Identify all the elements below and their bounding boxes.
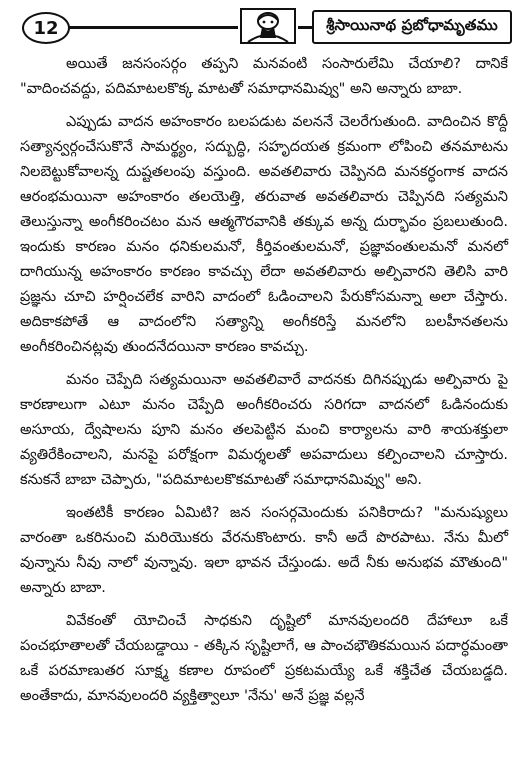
paragraph-2: ఎప్పుడు వాదన అహంకారం బలపడుట వలననే చెలరేగుతుంది. వాదించిన కొద్దీ సత్యాన్వర్గంచేసుకొనే సామర్థ్యం, సద్బుద్ధి, సహృదయత క్రమంగా లోపించి తనమాటను నిలబెట్టుకోవాలన్న దుష్టతలంపు వస్తుంది. అవతలివారు చెప్పినది మనకర్ధంగాక వాదన ఆరంభమయినా అహంకారం తలయెత్తి, తరువాత అవతలివారు చెప్పినది సత్యమని తెలుస్తున్నా అంగీకరించటం మన ఆత్మగౌరవానికి తక్కువ అన్న దుర్భావం ప్రబలుతుంది. ఇందుకు కారణం మనం ధనికులమనో, కీర్తివంతులమనో, ప్రజ్ఞావంతులమనో మనలో దాగియున్న అహంకారం కారణం కావచ్చు లేదా అవతలివారు అల్పివారని తెలిసి వారి ప్రజ్ఞను చూచి హర్షించలేక వారిని వాదంలో ఓడించాలని పేరుకోసమన్నా అలా చేస్తారు. అదికాకపోతే ఆ వాదంలోని సత్యాన్ని అంగీకరిస్తే మనలోని బలహీనతలను అంగీకరించినట్లవు తుందనేదయినా కారణం కావచ్చు. — [20, 114, 508, 355]
header-rule-left — [68, 26, 238, 29]
page-body — [20, 52, 508, 715]
book-title: శ్రీసాయినాథ ప్రబోధామృతము — [312, 10, 512, 44]
page-header — [8, 8, 512, 44]
saibaba-portrait-icon — [240, 8, 296, 44]
header-rule-right — [298, 26, 312, 29]
page-number: 12 — [22, 12, 70, 44]
paragraph-1: అయితే జనసంసర్గం తప్పని మనవంటి సంసారులేమి చేయాలి? దానికే "వాదించవద్దు, పదిమాటలకొక్క మాటతో సమాధానమివ్వు" అని అన్నారు బాబా. — [20, 56, 508, 97]
paragraph-3: మనం చెప్పేది సత్యమయినా అవతలివారే వాదనకు దిగినప్పుడు అల్పివారు పై కారణాలుగా ఎటూ మనం చెప్పేది అంగీకరించరు సరిగదా వాదనలో ఓడినందుకు అసూయ, ద్వేషాలను పూని మనం తలపెట్టిన మంచి కార్యాలను వారి శాయశక్తులా వ్యతిరేకించాలని, మనపై పరోక్షంగా విమర్శలతో అపవాదులు కల్పించాలని చూస్తారు. కనుకనే బాబా చెప్పారు, "పదిమాటలకొకమాటతో సమాధానమివ్వు" అని. — [20, 372, 508, 488]
paragraph-4: ఇంతటికీ కారణం ఏమిటి? జన సంసర్గమెందుకు పనికిరాదు? "మనుష్యులు వారంతా ఒకరినుంచి మరియొకరు వేరనుకొంటారు. కానీ అదే పొరపాటు. నేను మీలో వున్నాను నీవు నాలో వున్నావు. ఇలా భావన చేస్తుండు. అదే నీకు అనుభవ మౌతుంది" అన్నారు బాబా. — [20, 505, 508, 596]
paragraph-5: వివేకంతో యోచించే సాధకుని దృష్టిలో మానవులందరి దేహాలూ ఒకే పంచభూతాలతో చేయబడ్డాయి - తక్కిన సృష్టిలాగే, ఆ పాంచభౌతికమయిన పదార్ధమంతా ఒకే పరమాణుతర సూక్ష్మ కణాల రూపంలో ప్రకటమయ్యే ఒకే శక్తిచేత చేయబడ్డది. అంతేకాదు, మానవులందరి వ్యక్తిత్వాలూ 'నేను' అనే ప్రజ్ఞ వల్లనే — [20, 613, 508, 704]
